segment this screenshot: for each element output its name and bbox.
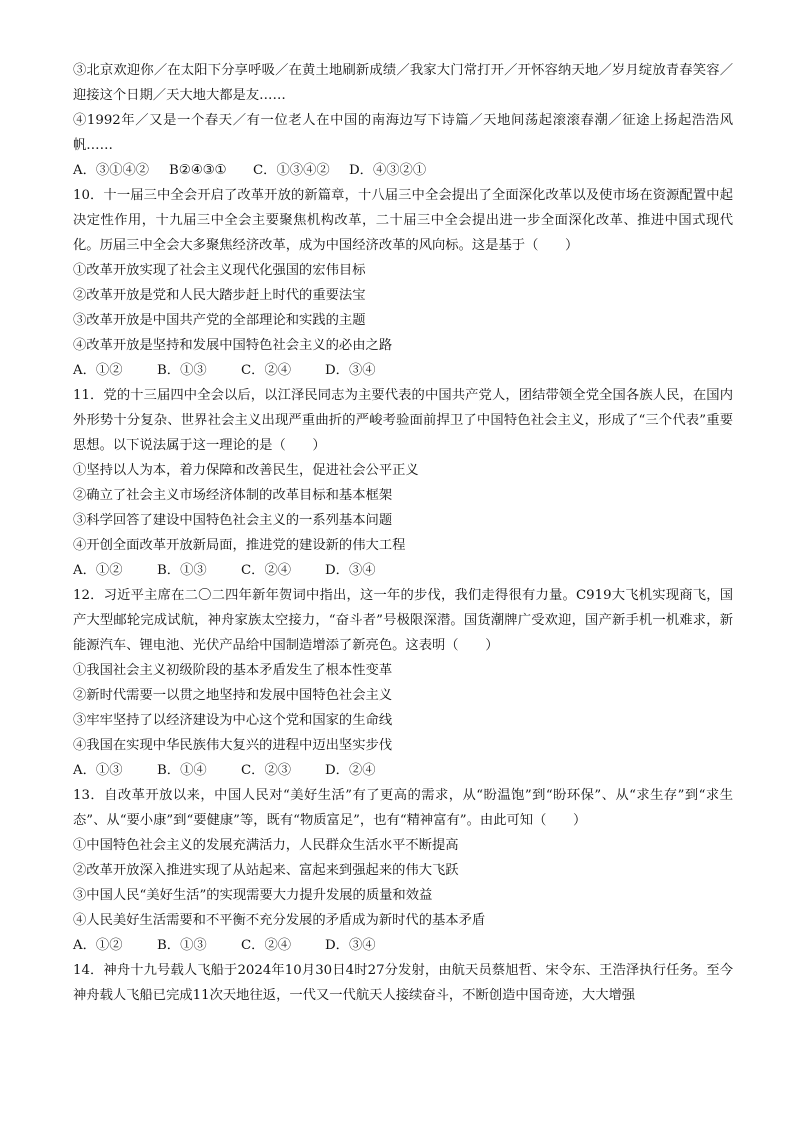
question-13 [73,783,733,958]
choice-c[interactable]: C．②④ [241,563,292,578]
choice-d[interactable]: D．④③②① [349,163,427,178]
option-line: ③科学回答了建设中国特色社会主义的一系列基本问题 [73,513,393,528]
choice-c[interactable]: C．②④ [241,938,292,953]
question-stem: 11．党的十三届四中全会以后，以江泽民同志为主要代表的中国共产党人，团结带领全党全国各族人民，在国内外形势十分复杂、世界社会主义出现严重曲折的严峻考验面前捍卫了中国特色社会主义，形成了“三个代表”重要思想。以下说法属于这一理论的是（ ） [73,388,733,453]
answer-choices [73,158,733,183]
option-line: ①中国特色社会主义的发展充满活力，人民群众生活水平不断提高 [73,838,459,853]
option-line: ①坚持以人为本，着力保障和改善民生，促进社会公平正义 [73,463,419,478]
question-stem: 14．神舟十九号载人飞船于2024年10月30日4时27分发射，由航天员蔡旭哲、宋令东、王浩泽执行任务。至今神舟载人飞船已完成11次天地往返，一代又一代航天人接续奋斗，不断创造中国奇迹，大大增强 [73,963,733,1003]
answer-choices [73,358,733,383]
answer-choices [73,758,733,783]
choice-b[interactable]: B．①③ [157,938,207,953]
choice-a[interactable]: A．①② [73,938,123,953]
choice-b[interactable]: B．①③ [157,363,207,378]
choice-c[interactable]: C．②③ [241,763,292,778]
question-12 [73,583,733,783]
question-9-tail [73,58,733,183]
option-line: ①我国社会主义初级阶段的基本矛盾发生了根本性变革 [73,663,393,678]
option-line: ②确立了社会主义市场经济体制的改革目标和基本框架 [73,488,393,503]
choice-d[interactable]: D．③④ [325,563,376,578]
answer-choices [73,558,733,583]
choice-a[interactable]: A．③①④② [73,163,150,178]
choice-a[interactable]: A．①② [73,563,123,578]
option-line: ②改革开放是党和人民大踏步赶上时代的重要法宝 [73,288,366,303]
option-line: ④人民美好生活需要和不平衡不充分发展的矛盾成为新时代的基本矛盾 [73,913,486,928]
choice-a[interactable]: A．①③ [73,763,123,778]
exam-page [73,58,733,1008]
choice-b[interactable]: B②④③① [169,163,227,178]
option-line: ④我国在实现中华民族伟大复兴的进程中迈出坚实步伐 [73,738,393,753]
choice-b[interactable]: B．①③ [157,563,207,578]
question-stem: 10．十一届三中全会开启了改革开放的新篇章，十八届三中全会提出了全面深化改革以及使市场在资源配置中起决定性作用，十九届三中全会主要聚焦机构改革，二十届三中全会提出进一步全面深化改革、推进中国式现代化。历届三中全会大多聚焦经济改革，成为中国经济改革的风向标。这是基于（ ） [73,188,733,253]
answer-choices [73,933,733,958]
option-line: ④改革开放是坚持和发展中国特色社会主义的必由之路 [73,338,393,353]
option-line: ④1992年／又是一个春天／有一位老人在中国的南海边写下诗篇／天地间荡起滚滚春潮／征途上扬起浩浩风帆…… [73,113,733,153]
option-line: ③牢牢坚持了以经济建设为中心这个党和国家的生命线 [73,713,393,728]
question-stem: 13．自改革开放以来，中国人民对“美好生活”有了更高的需求，从“盼温饱”到“盼环保”、从“求生存”到“求生态”、从“要小康”到“要健康”等，既有“物质富足”，也有“精神富有”。由此可知（ ） [73,788,733,828]
choice-a[interactable]: A．①② [73,363,123,378]
question-10 [73,183,733,383]
option-line: ③改革开放是中国共产党的全部理论和实践的主题 [73,313,366,328]
question-14 [73,958,733,1008]
choice-b[interactable]: B．①④ [157,763,207,778]
option-line: ④开创全面改革开放新局面，推进党的建设新的伟大工程 [73,538,406,553]
choice-d[interactable]: D．②④ [325,763,376,778]
option-line: ③中国人民“美好生活”的实现需要大力提升发展的质量和效益 [73,888,433,903]
choice-c[interactable]: C．②④ [241,363,292,378]
choice-d[interactable]: D．③④ [325,363,376,378]
option-line: ③北京欢迎你／在太阳下分享呼吸／在黄土地刷新成绩／我家大门常打开／开怀容纳天地／岁月绽放青春笑容／迎接这个日期／天大地大都是友…… [73,63,733,103]
option-line: ②新时代需要一以贯之地坚持和发展中国特色社会主义 [73,688,393,703]
question-stem: 12．习近平主席在二〇二四年新年贺词中指出，这一年的步伐，我们走得很有力量。C919大飞机实现商飞，国产大型邮轮完成试航，神舟家族太空接力，“奋斗者”号极限深潜。国货潮牌广受欢迎，国产新手机一机难求，新能源汽车、锂电池、光伏产品给中国制造增添了新亮色。这表明（ ） [73,588,733,653]
question-11 [73,383,733,583]
option-line: ②改革开放深入推进实现了从站起来、富起来到强起来的伟大飞跃 [73,863,459,878]
choice-c[interactable]: C．①③④② [253,163,330,178]
option-line: ①改革开放实现了社会主义现代化强国的宏伟目标 [73,263,366,278]
choice-d[interactable]: D．③④ [325,938,376,953]
